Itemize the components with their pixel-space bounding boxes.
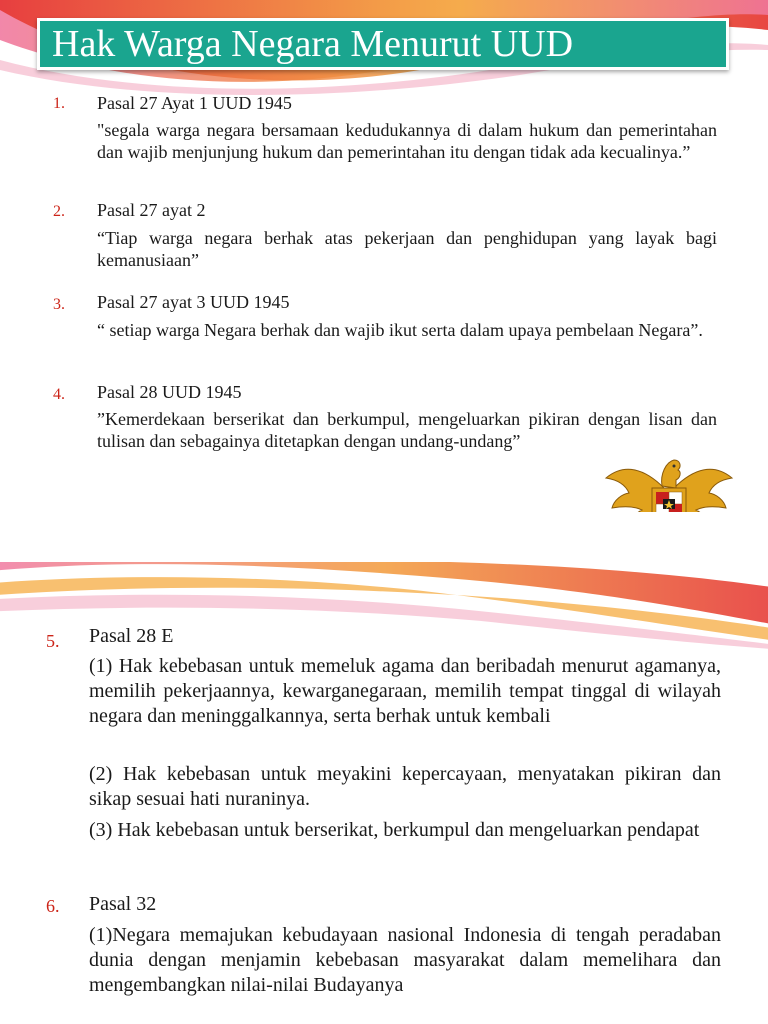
item-number: 6. (46, 896, 60, 916)
item-paragraph: (3) Hak kebebasan untuk berserikat, berkumpul dan mengeluarkan pendapat (89, 819, 700, 841)
item-heading: Pasal 28 UUD 1945 (97, 382, 242, 402)
item-text: "segala warga negara bersamaan kedudukannya di dalam hukum dan pemerintahan dan wajib menjunjung hukum dan pemerintahan itu dengan tidak ada kecualinya.” (97, 120, 717, 162)
slide-title: Hak Warga Negara Menurut UUD (52, 23, 574, 65)
item-heading: Pasal 27 ayat 2 (97, 200, 206, 220)
item-heading: Pasal 27 Ayat 1 UUD 1945 (97, 93, 292, 113)
item-text: “Tiap warga negara berhak atas pekerjaan dan penghidupan yang layak bagi kemanusiaan” (97, 228, 717, 270)
item-number: 4. (53, 386, 65, 403)
item-heading: Pasal 32 (89, 893, 157, 915)
item-paragraph: (1)Negara memajukan kebudayaan nasional Indonesia di tengah peradaban dunia dengan menjamin kebebasan masyarakat dalam memelihara dan mengembangkan nilai-nilai Budayanya (89, 924, 721, 996)
item-number: 2. (53, 203, 65, 220)
item-number: 5. (46, 631, 60, 651)
garuda-emblem-icon (604, 448, 734, 512)
item-number: 3. (53, 296, 65, 313)
item-number: 1. (53, 95, 65, 112)
item-paragraph: (2) Hak kebebasan untuk meyakini kepercayaan, menyatakan pikiran dan sikap sesuai hati nuraninya. (89, 763, 721, 810)
item-text: ”Kemerdekaan berserikat dan berkumpul, mengeluarkan pikiran dengan lisan dan tulisan dan sebagainya ditetapkan dengan undang-undang” (97, 409, 717, 451)
item-heading: Pasal 27 ayat 3 UUD 1945 (97, 292, 290, 312)
item-paragraph: (1) Hak kebebasan untuk memeluk agama dan beribadah menurut agamanya, memilih pekerjaannya, kewarganegaraan, memilih tempat tinggal di wilayah negara dan meninggalkannya, serta berhak untuk kembali (89, 655, 721, 727)
slide-title-box (37, 18, 729, 70)
item-text: “ setiap warga Negara berhak dan wajib ikut serta dalam upaya pembelaan Negara”. (97, 320, 703, 340)
slide-2 (0, 512, 768, 1024)
item-heading: Pasal 28 E (89, 625, 174, 647)
